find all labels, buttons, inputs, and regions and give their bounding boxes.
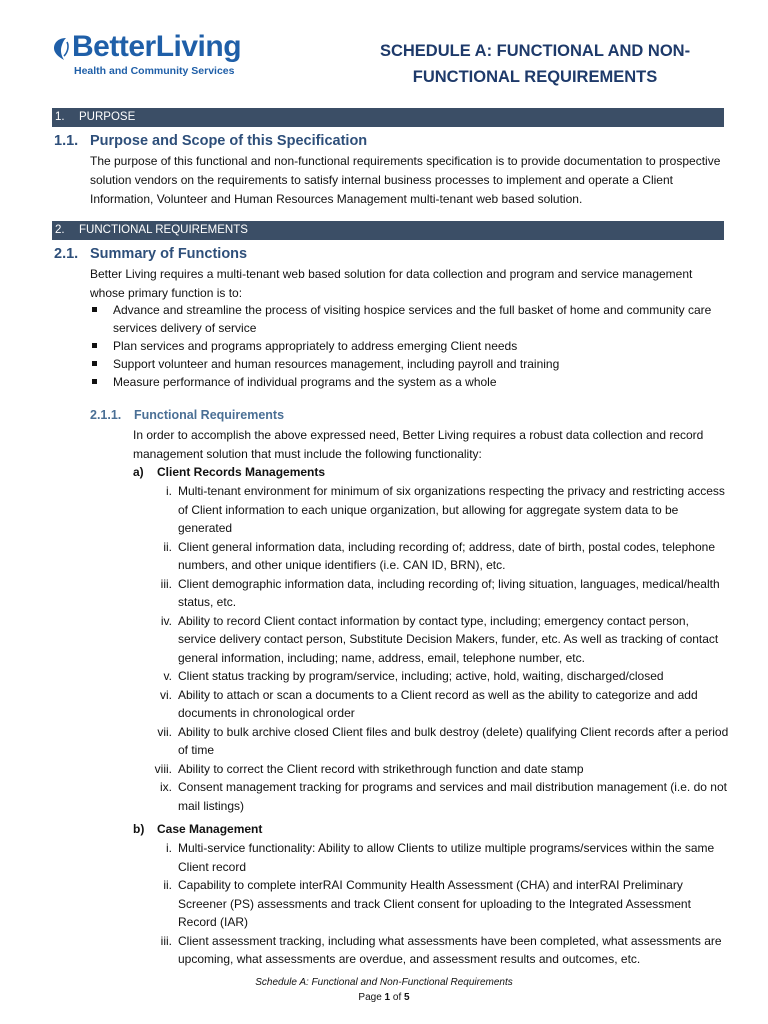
heading-text: Functional Requirements [134, 408, 285, 422]
subheading-client-records [133, 463, 325, 481]
subheading-case-management [133, 820, 262, 838]
bullet-square-icon [92, 343, 97, 348]
heading-text: Summary of Functions [90, 246, 248, 262]
case-management-list [140, 839, 730, 969]
heading-purpose-scope [54, 133, 367, 149]
list-item: ii. Capability to complete interRAI Community Health Assessment (CHA) and interRAI Preliminary Screener (PS) assessments and track Client consent for uploading to the Integrated Assessment Record (IAR) [163, 878, 691, 929]
list-item: Support volunteer and human resources management, including payroll and training [90, 355, 730, 373]
list-item: iii. Client assessment tracking, including what assessments have been completed, what assessments are upcoming, what assessments are overdue, and assessment results and outcomes, etc. [160, 933, 722, 966]
subheading-text: Client Records Managements [157, 465, 326, 479]
heading-text: Purpose and Scope of this Specification [90, 133, 368, 149]
section-bar-purpose [52, 108, 724, 127]
list-item: ix. Consent management tracking for programs and services and mail distribution management (i.e. do not mail listings) [160, 780, 727, 813]
section-number: 2. [55, 224, 65, 236]
summary-bullet-list [90, 301, 730, 391]
list-item: Measure performance of individual programs and the system as a whole [90, 373, 730, 391]
list-item: ii. Client general information data, including recording of; address, date of birth, postal codes, telephone numbers, and other unique identifiers (i.e. CAN ID, BRN), etc. [163, 539, 715, 572]
functional-requirements-paragraph: In order to accomplish the above expressed need, Better Living requires a robust data collection and record management solution that must include the following functionality: [133, 428, 704, 461]
subheading-number: b) [133, 822, 145, 836]
heading-number: 1.1. [54, 133, 79, 149]
list-item: iv. Ability to record Client contact information by contact type, including; emergency contact person, service delivery contact person, Substitute Decision Makers, funder, etc. As well as tracking of contact general information, including; name, address, email, telephone number, etc. [160, 613, 719, 665]
summary-paragraph: Better Living requires a multi-tenant web based solution for data collection and program and service management whose primary function is to: [90, 267, 693, 300]
heading-summary-of-functions [54, 246, 247, 262]
document-title [350, 38, 720, 90]
document-title-line-1: SCHEDULE A: FUNCTIONAL AND NON- [379, 42, 691, 60]
document-title-line-2: FUNCTIONAL REQUIREMENTS [412, 68, 658, 86]
list-item: Advance and streamline the process of visiting hospice services and the full basket of home and community care services delivery of service [90, 301, 730, 337]
footer-page-number: Page 1 of 5 [358, 992, 410, 1003]
bullet-square-icon [92, 307, 97, 312]
logo-text: BetterLiving [72, 30, 242, 63]
purpose-paragraph: The purpose of this functional and non-functional requirements specification is to provide documentation to prospective solution vendors on the requirements to satisfy internal business processes to implement and operate a Client Information, Volunteer and Human Resources Management multi-tenant web based solution. [90, 154, 721, 206]
list-item: i. Multi-tenant environment for minimum of six organizations respecting the privacy and restricting access of Client information to each unique organization, but allowing for aggregate system data to be generated [166, 484, 725, 535]
logo-subtitle: Health and Community Services [74, 65, 235, 77]
section-number: 1. [55, 111, 65, 123]
list-item: viii. Ability to correct the Client record with strikethrough function and date stamp [154, 761, 584, 776]
butterfly-logo-icon [52, 36, 70, 62]
bullet-square-icon [92, 361, 97, 366]
section-title: PURPOSE [79, 111, 136, 123]
heading-functional-requirements [90, 408, 284, 422]
client-records-list [140, 482, 730, 815]
heading-number: 2.1. [54, 246, 79, 262]
bullet-square-icon [92, 379, 97, 384]
list-item: iii. Client demographic information data, including recording of; living situation, languages, medical/health status, etc. [160, 576, 720, 609]
list-item: vii. Ability to bulk archive closed Client files and bulk destroy (delete) qualifying Client records after a period of time [157, 724, 729, 757]
list-item: v. Client status tracking by program/service, including; active, hold, waiting, discharged/closed [163, 669, 664, 683]
subheading-text: Case Management [157, 822, 263, 836]
list-item: i. Multi-service functionality: Ability to allow Clients to utilize multiple programs/services within the same Client record [166, 841, 715, 874]
footer-document-name: Schedule A: Functional and Non-Functional Requirements [255, 977, 513, 988]
list-item: Plan services and programs appropriately to address emerging Client needs [90, 337, 730, 355]
list-item: vi. Ability to attach or scan a documents to a Client record as well as the ability to categorize and add documents in chronological order [160, 687, 698, 720]
subheading-number: a) [133, 465, 144, 479]
heading-number: 2.1.1. [90, 408, 122, 422]
better-living-logo [52, 30, 272, 82]
section-bar-functional-requirements [52, 221, 724, 240]
section-title: FUNCTIONAL REQUIREMENTS [79, 224, 248, 236]
